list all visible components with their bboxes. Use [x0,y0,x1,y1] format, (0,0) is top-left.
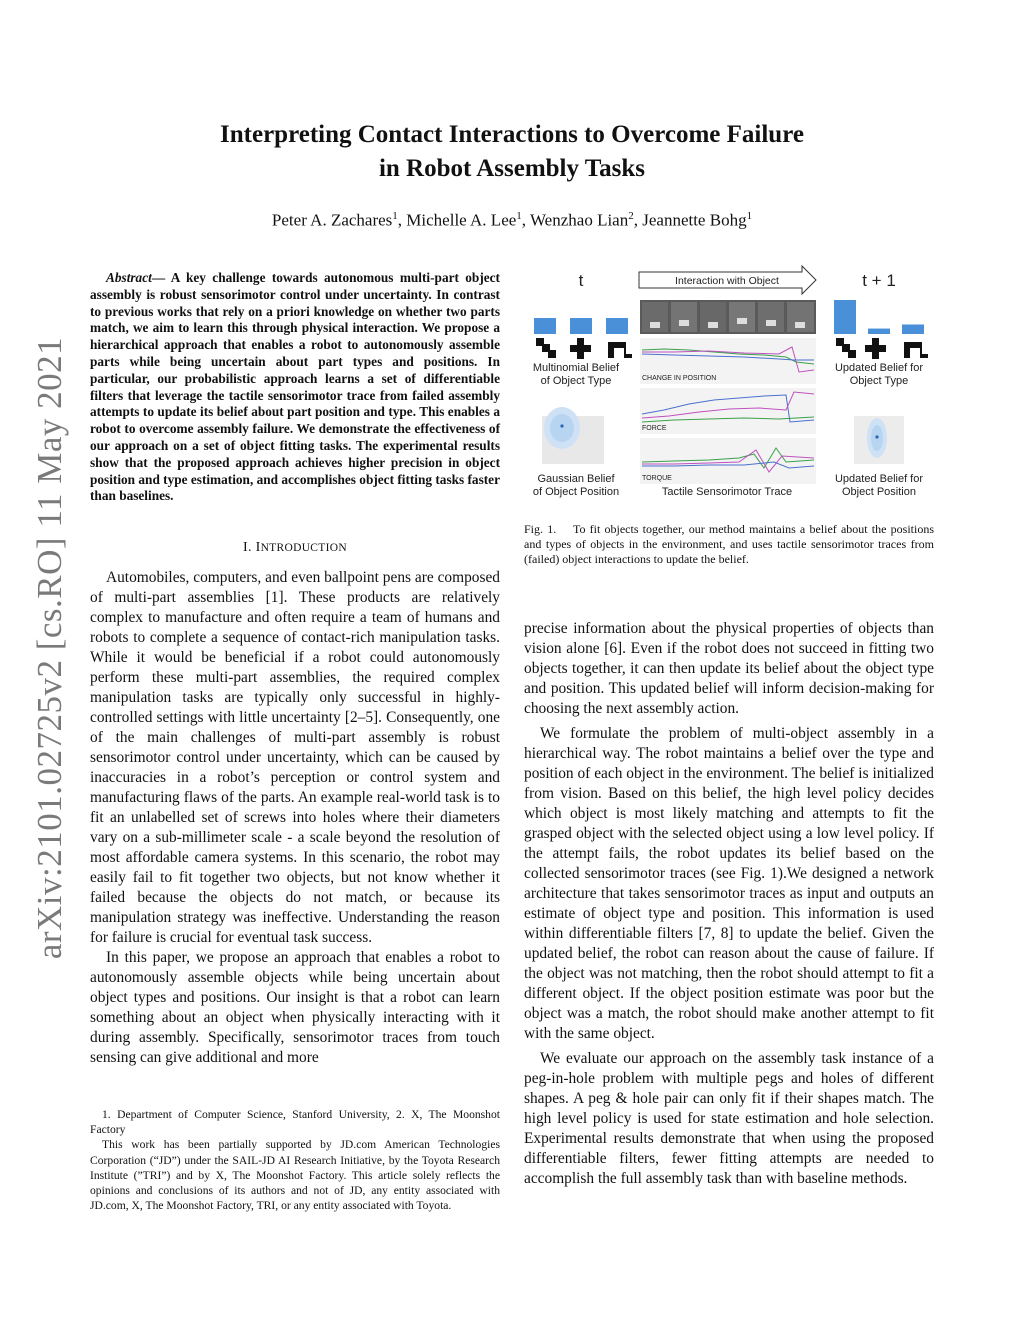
abstract-text: — A key challenge towards autonomous multi-part object assembly is robust sensorimotor control under uncertainty. In contrast to previous works that rely on a priori knowledge on whether two parts match, we aim to learn this through physical interaction. We propose a hierarchical approach that enables a robot to autonomously assemble parts while being uncertain about part types and positions. In particular, our probabilistic approach learns a set of differentiable filters that leverage the tactile sensorimotor trace from failed assembly attempts to update its belief about part position and type. This enables a robot to overcome assembly failure. We demonstrate the effectiveness of our approach on a set of object fitting tasks. The experimental results show that the proposed approach achieves higher precision in object position and type estimation, and accomplishes object fitting tasks faster than baselines. [90,270,500,504]
interaction-arrow [639,266,816,294]
belief-bar [570,318,592,334]
updated-type-label-2: Object Type [849,375,909,387]
intro-left-column [90,568,500,1068]
updated-type-belief-bars [834,300,924,334]
updated-gaussian-position-belief [854,416,904,464]
t1-label: t + 1 [862,271,896,290]
plot2-label: FORCE [642,425,667,432]
bracket-peg-icon [608,342,632,358]
figure-1 [524,262,934,506]
cross-peg-icon [865,338,886,359]
plot3-label: TORQUE [642,475,672,482]
intro-right-column [524,619,934,1189]
torque-trace-plot [640,438,816,484]
paragraph: In this paper, we propose an approach that enables a robot to autonomously assemble objects while being uncertain about object types and positions. Our insight is that a robot can learn something about an object when physically interacting with it during assembly. Specifically, sensorimotor traces from touch sensing can give additional and more [90,949,500,1066]
gaussian-label-1: Gaussian Belief [537,473,615,485]
section-heading: I. INTRODUCTION [243,540,347,555]
footnote-affiliations: 1. Department of Computer Science, Stanford University, 2. X, The Moonshot Factory [90,1108,500,1137]
updated-pos-label-1: Updated Belief for [834,473,924,485]
zigzag-peg-icon [836,338,856,358]
position-trace-plot [640,338,816,384]
updated-type-label-1: Updated Belief for [834,362,924,374]
belief-bar [868,329,890,334]
abstract [90,270,500,505]
updated-pos-label-2: Object Position [842,486,916,498]
caption-label: Fig. 1. [524,522,557,536]
object-shape-icons-right [836,338,928,359]
robot-interaction-photos [640,300,816,334]
figure-1-svg [524,262,934,506]
force-trace-plot [640,388,816,434]
prior-type-belief-bars [534,318,628,334]
bracket-peg-icon [904,342,928,358]
t-label: t [578,271,584,290]
gaussian-label-2: of Object Position [532,486,620,498]
paragraph: We evaluate our approach on the assembly task instance of a peg-in-hole problem with multiple pegs and holes of different shapes. A peg & hole pair can only fit if their shapes match. The high level policy is used for state estimation and hole selection. Experimental results demonstrate that when using the proposed differentiable filters, fewer fitting attempts are needed to accomplish the full assembly task than with baseline methods. [524,1050,934,1187]
figure-caption [524,522,934,567]
caption-text: To fit objects together, our method maintains a belief about the positions and types of objects in the environment, and uses tactile sensorimotor traces from (failed) object interactions to update the belief. [524,522,934,566]
author-list: Peter A. Zachares$^1$, Michelle A. Lee$^1$, Wenzhao Lian$^2$, Jeannette Bohg$^1$ [271,210,753,230]
zigzag-peg-icon [536,338,556,358]
multinomial-label-1: Multinomial Belief [532,362,620,374]
belief-bar [606,318,628,334]
arrow-label: Interaction with Object [675,275,779,287]
plot1-label: CHANGE IN POSITION [642,375,717,382]
paragraph: Automobiles, computers, and even ballpoint pens are composed of multi-part assemblies [1]. These products are relatively complex to manufacture and often require a team of humans and robots to complete a sequence of contact-rich manipulation tasks. While it would be beneficial if a robot could autonomously perform these multi-part assemblies, the required complex manipulation tasks are typically only successful in highly-controlled settings with little uncertainty [2–5]. Consequently, one of the main challenges of multi-part assembly is robust sensorimotor control under uncertainty, which can be caused by inaccuracies in a robot’s perception or control system and manufacturing flaws of the parts. An example real-world task is to fit an unlabelled set of screws into holes where their diameters vary on a sub-millimeter scale - a scale beyond the resolution of most affordable camera systems. In this scenario, the robot may easily fail to fit together two objects, but not know whether it failed because the objects do not match, or because its manipulation strategy was ineffective. Understanding the reason for failure is crucial for eventual task success. [90,569,500,946]
object-shape-icons-left [536,338,632,359]
belief-bar [902,324,924,334]
multinomial-label-2: of Object Type [540,375,612,387]
cross-peg-icon [570,338,591,359]
footnote-funding: This work has been partially supported by JD.com American Technologies Corporation (“JD”) under the SAIL-JD AI Research Initiative, by the Toyota Research Institute (”TRI”) and by X, The Moonshot Factory. This article solely reflects the opinions and conclusions of its authors and not of JD, any entity associated with JD.com, X, The Moonshot Factory, TRI, or any entity associated with Toyota. [90,1138,500,1213]
paragraph: We formulate the problem of multi-object assembly in a hierarchical way. The robot maintains a belief over the type and position of each object in the environment. The belief is initialized from vision. Based on this belief, the high level policy decides which object is most likely matching and attempts to fit the grasped object with the selected object using a low level policy. If the attempt fails, the robot updates its belief based on the collected sensorimotor traces (see Fig. 1).We designed a network architecture that takes sensorimotor traces as input and outputs an estimate of object type and position. This information is used within differentiable filters [7, 8] to update the belief. Given the updated belief, the robot can reason about the cause of failure. If the object was not matching, then the robot should attempt to fit a different object. If the object position estimate was poor but the object was a match, the robot should make another attempt to fit with the same object. [524,725,934,1042]
footnotes [90,1106,500,1213]
paragraph: precise information about the physical properties of objects than vision alone [6]. Even if the robot does not succeed in fitting two objects together, it can then update its belief about the object type and position. This updated belief will inform decision-making for choosing the next assembly action. [524,620,934,717]
paper-title: Interpreting Contact Interactions to Overcome Failure in Robot Assembly Tasks [220,121,804,182]
trace-label: Tactile Sensorimotor Trace [661,486,793,498]
gaussian-position-belief [542,407,604,464]
belief-bar [834,300,856,334]
belief-bar [534,318,556,334]
abstract-label: Abstract [106,270,152,285]
